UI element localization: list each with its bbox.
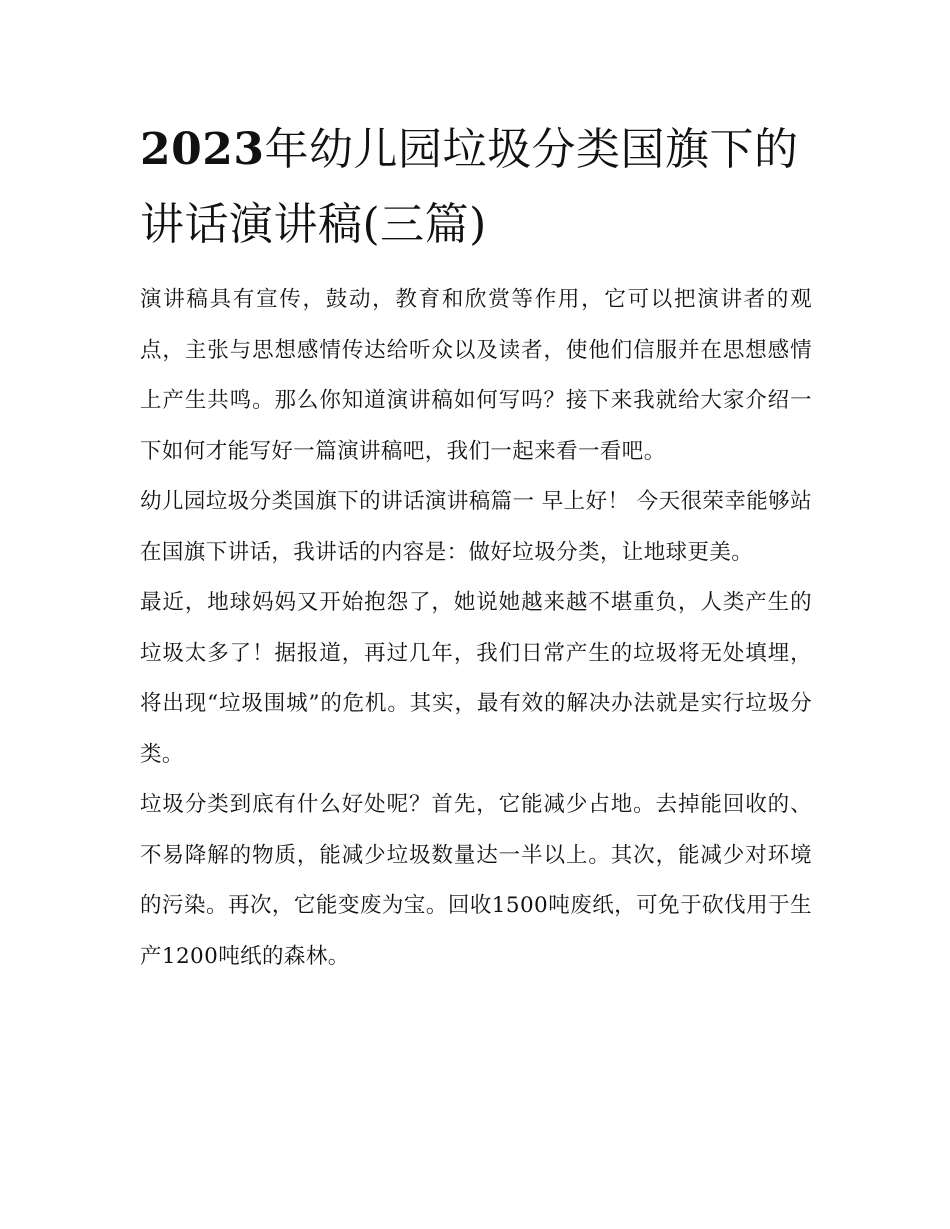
paragraph-speech-opening: 幼儿园垃圾分类国旗下的讲话演讲稿篇一 早上好！ 今天很荣幸能够站在国旗下讲话，我讲话的内容是：做好垃圾分类，让地球更美。 [140, 489, 812, 565]
document-page [140, 112, 812, 982]
paragraph-intro: 演讲稿具有宣传，鼓动，教育和欣赏等作用，它可以把演讲者的观点，主张与思想感情传达给听众以及读者，使他们信服并在思想感情上产生共鸣。那么你知道演讲稿如何写吗？接下来我就给大家介绍一下如何才能写好一篇演讲稿吧，我们一起来看一看吧。 [140, 287, 812, 464]
paragraph-earth-mother: 最近，地球妈妈又开始抱怨了，她说她越来越不堪重负，人类产生的垃圾太多了！据报道，再过几年，我们日常产生的垃圾将无处填埋，将出现“垃圾围城”的危机。其实，最有效的解决办法就是实行垃圾分类。 [140, 590, 812, 767]
title-text: 年幼儿园垃圾分类国旗下的讲话演讲稿(三篇) [140, 124, 799, 250]
paragraph-benefits: 垃圾分类到底有什么好处呢？首先，它能减少占地。去掉能回收的、不易降解的物质，能减少垃圾数量达一半以上。其次，能减少对环境的污染。再次，它能变废为宝。回收1500吨废纸，可免于砍伐用于生产1200吨纸的森林。 [140, 792, 812, 969]
document-title [140, 112, 812, 262]
document-body [140, 275, 812, 982]
title-year: 2023 [140, 124, 265, 175]
